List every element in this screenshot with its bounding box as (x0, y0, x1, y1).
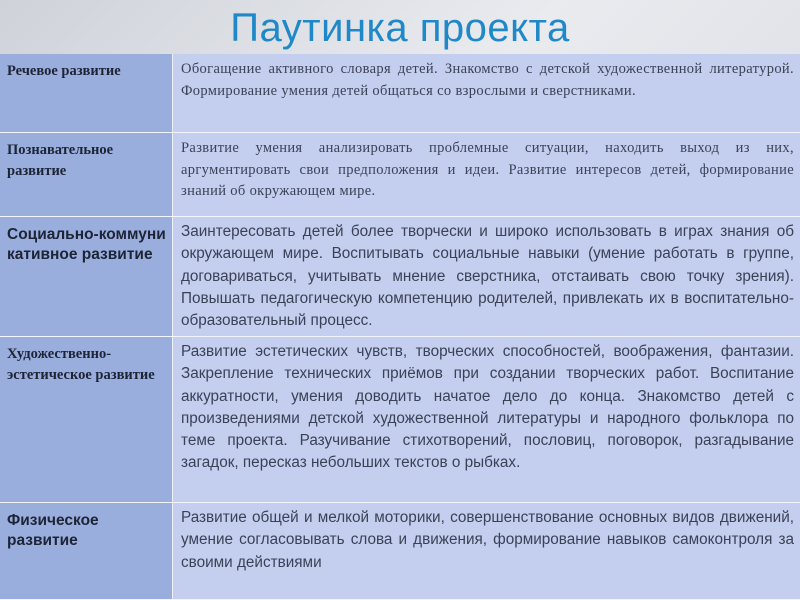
row-label-physical: Физическое развитие (0, 503, 173, 600)
row-label-speech: Речевое развитие (0, 54, 173, 133)
row-text-social: Заинтересовать детей более творчески и широко использовать в играх знания об окружающем мире. Воспитывать социальные навыки (умение работать в группе, договариваться, учитывать мнение сверстника, отстаивать свою точку зрения). Повышать педагогическую компетенцию родителей, привлекать их в воспитательно-образовательный процесс. (173, 217, 800, 337)
row-text-physical: Развитие общей и мелкой моторики, совершенствование основных видов движений, умение согласовывать слова и движения, формирование навыков самоконтроля за своими действиями (173, 503, 800, 600)
row-text-cognitive: Развитие умения анализировать проблемные ситуации, находить выход из них, аргументировать свои предположения и идеи. Развитие интересов детей, формирование знаний об окружающем мире. (173, 133, 800, 217)
project-web-table (0, 54, 800, 600)
slide-title: Паутинка проекта (230, 6, 570, 50)
row-label-social: Социально-коммуникативное развитие (0, 217, 173, 337)
row-text-speech: Обогащение активного словаря детей. Знакомство с детской художественной литературой. Формирование умения детей общаться со взрослыми и сверстниками. (173, 54, 800, 133)
row-text-artistic: Развитие эстетических чувств, творческих способностей, воображения, фантазии. Закрепление технических приёмов при создании творческих работ. Воспитание аккуратности, умения доводить начатое дело до конца. Знакомство детей с произведениями детской художественной литературы и народного фольклора по теме проекта. Разучивание стихотворений, пословиц, поговорок, разгадывание загадок, пересказ небольших текстов о рыбках. (173, 337, 800, 503)
row-label-cognitive: Познавательное развитие (0, 133, 173, 217)
row-label-artistic: Художественно-эстетическое развитие (0, 337, 173, 503)
